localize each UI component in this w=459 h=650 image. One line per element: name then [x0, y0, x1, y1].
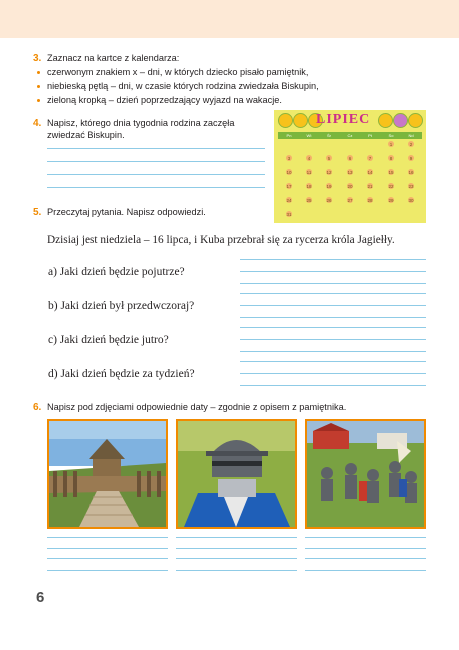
- calendar-day[interactable]: 8: [389, 156, 393, 161]
- calendar-day[interactable]: 11: [306, 170, 312, 175]
- question-5-d: d) Jaki dzień będzie za tydzień?: [48, 368, 195, 380]
- question-5-instruction: Przeczytaj pytania. Napisz odpowiedzi.: [47, 207, 206, 217]
- answer-line[interactable]: [176, 558, 297, 559]
- answer-line[interactable]: [240, 339, 426, 340]
- calendar-day[interactable]: 7: [368, 156, 372, 161]
- bullet-icon: [37, 85, 40, 88]
- answer-line[interactable]: [47, 148, 265, 149]
- photo-biskupin-palisade: [47, 419, 168, 529]
- calendar-day[interactable]: 16: [408, 170, 414, 175]
- answer-line[interactable]: [176, 548, 297, 549]
- calendar-day[interactable]: 25: [306, 198, 312, 203]
- day-name: Cz: [347, 133, 353, 138]
- answer-line[interactable]: [240, 351, 426, 352]
- calendar-day[interactable]: 29: [388, 198, 394, 203]
- question-3-bullet: czerwonym znakiem x – dni, w których dziecko pisało pamiętnik,: [47, 67, 309, 77]
- answer-line[interactable]: [240, 327, 426, 328]
- answer-line[interactable]: [240, 305, 426, 306]
- answer-line[interactable]: [176, 570, 297, 571]
- answer-line[interactable]: [305, 548, 426, 549]
- question-4-instruction-line-1: Napisz, którego dnia tygodnia rodzina zaczęła: [47, 118, 235, 128]
- answer-line[interactable]: [240, 283, 426, 284]
- answer-line[interactable]: [305, 558, 426, 559]
- answer-line[interactable]: [47, 161, 265, 162]
- calendar-day[interactable]: 13: [347, 170, 353, 175]
- question-3-number: 3.: [33, 53, 42, 64]
- question-5-c: c) Jaki dzień będzie jutro?: [48, 334, 169, 346]
- calendar-day[interactable]: 10: [286, 170, 292, 175]
- answer-line[interactable]: [240, 259, 426, 260]
- sunflower-icon: [378, 113, 393, 128]
- calendar-day[interactable]: 1: [389, 142, 393, 147]
- calendar-day[interactable]: 4: [307, 156, 311, 161]
- answer-line[interactable]: [240, 293, 426, 294]
- calendar-day[interactable]: 28: [367, 198, 373, 203]
- calendar-day[interactable]: 23: [408, 184, 414, 189]
- top-band: [0, 0, 459, 38]
- calendar-day[interactable]: 24: [286, 198, 292, 203]
- bullet-icon: [37, 71, 40, 74]
- flower-icon: [393, 113, 408, 128]
- day-name: Nd: [408, 133, 414, 138]
- answer-line[interactable]: [47, 548, 168, 549]
- calendar-day[interactable]: 31: [286, 212, 292, 217]
- calendar-day[interactable]: 6: [348, 156, 352, 161]
- question-5-b: b) Jaki dzień był przedwczoraj?: [48, 300, 195, 312]
- answer-line[interactable]: [47, 187, 265, 188]
- photo-battle-reenactment: [305, 419, 426, 529]
- sunflower-icon: [408, 113, 423, 128]
- sunflower-icon: [278, 113, 293, 128]
- answer-line[interactable]: [176, 537, 297, 538]
- calendar-day[interactable]: 18: [306, 184, 312, 189]
- answer-line[interactable]: [305, 570, 426, 571]
- question-4-instruction-line-2: zwiedzać Biskupin.: [47, 130, 125, 140]
- answer-line[interactable]: [240, 385, 426, 386]
- calendar-day[interactable]: 26: [326, 198, 332, 203]
- calendar-day[interactable]: 27: [347, 198, 353, 203]
- calendar-day[interactable]: 19: [326, 184, 332, 189]
- answer-line[interactable]: [240, 271, 426, 272]
- calendar-july[interactable]: [274, 110, 426, 223]
- answer-line[interactable]: [240, 373, 426, 374]
- question-5-a: a) Jaki dzień będzie pojutrze?: [48, 266, 185, 278]
- calendar-day[interactable]: 5: [327, 156, 331, 161]
- calendar-day[interactable]: 12: [326, 170, 332, 175]
- day-name: Śr: [327, 133, 331, 138]
- question-3-instruction: Zaznacz na kartce z kalendarza:: [47, 53, 180, 63]
- question-5-statement: Dzisiaj jest niedziela – 16 lipca, i Kuba przebrał się za rycerza króla Jagiełły.: [47, 234, 395, 246]
- day-name: Wt: [306, 133, 312, 138]
- sunflower-icon: [293, 113, 308, 128]
- question-6-number: 6.: [33, 402, 42, 413]
- palisade-illustration: [49, 421, 166, 527]
- answer-line[interactable]: [305, 537, 426, 538]
- day-name: Pt: [368, 133, 372, 138]
- answer-line[interactable]: [240, 361, 426, 362]
- calendar-day[interactable]: 17: [286, 184, 292, 189]
- day-name: So: [388, 133, 394, 138]
- calendar-day-names: [278, 132, 422, 139]
- question-5-number: 5.: [33, 207, 42, 218]
- battle-illustration: [307, 421, 424, 527]
- question-4-number: 4.: [33, 118, 42, 129]
- bullet-icon: [37, 99, 40, 102]
- calendar-day[interactable]: 14: [367, 170, 373, 175]
- calendar-day[interactable]: 15: [388, 170, 394, 175]
- calendar-header: [274, 110, 426, 131]
- answer-line[interactable]: [47, 558, 168, 559]
- calendar-day[interactable]: 21: [367, 184, 373, 189]
- answer-line[interactable]: [240, 317, 426, 318]
- page-number: 6: [36, 589, 45, 606]
- question-6-instruction: Napisz pod zdjęciami odpowiednie daty – zgodnie z opisem z pamiętnika.: [47, 402, 347, 412]
- day-name: Pn: [286, 133, 292, 138]
- answer-line[interactable]: [47, 174, 265, 175]
- knight-illustration: [178, 421, 295, 527]
- calendar-day[interactable]: 9: [409, 156, 413, 161]
- photo-knight-helmet: [176, 419, 297, 529]
- calendar-day[interactable]: 30: [408, 198, 414, 203]
- calendar-day[interactable]: 22: [388, 184, 394, 189]
- question-3-bullet: niebieską pętlą – dni, w czasie których rodzina zwiedzała Biskupin,: [47, 81, 319, 91]
- answer-line[interactable]: [47, 570, 168, 571]
- question-3-bullet: zieloną kropką – dzień poprzedzający wyjazd na wakacje.: [47, 95, 282, 105]
- calendar-day[interactable]: 2: [409, 142, 413, 147]
- calendar-day[interactable]: 3: [287, 156, 291, 161]
- calendar-title: LIPIEC: [316, 112, 371, 127]
- answer-line[interactable]: [47, 537, 168, 538]
- calendar-day[interactable]: 20: [347, 184, 353, 189]
